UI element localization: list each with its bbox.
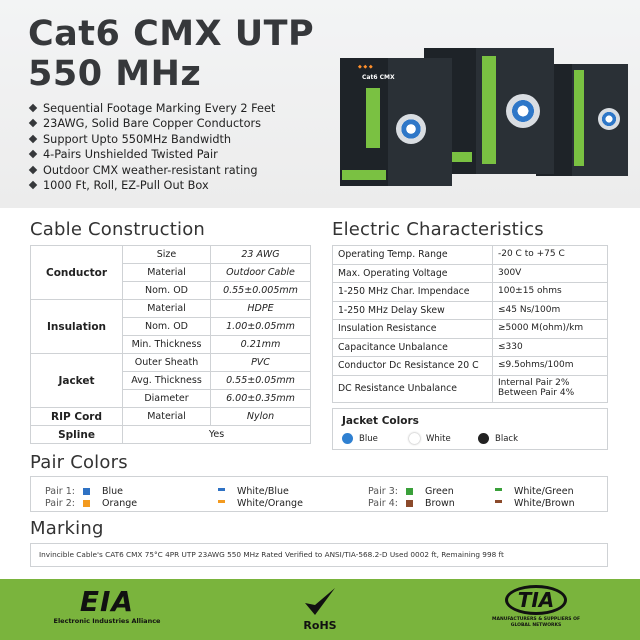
blue-square-icon [83, 488, 90, 495]
table-row [333, 338, 608, 357]
feature-item: 1000 Ft, Roll, EZ-Pull Out Box [28, 178, 275, 193]
value-cell: -20 C to +75 C [493, 246, 608, 265]
value-cell: ≤45 Ns/100m [493, 301, 608, 320]
table-row [333, 320, 608, 339]
feature-item: 4-Pairs Unshielded Twisted Pair [28, 147, 275, 162]
rohs-logo: RoHS [290, 585, 350, 632]
bullet-icon [29, 181, 37, 189]
title-line-1: Cat6 CMX UTP [28, 14, 315, 54]
box-label: Cat6 CMX [362, 74, 395, 81]
group-cell: Insulation [31, 300, 123, 354]
pair-row: Pair 3: Green White/Green [368, 485, 574, 497]
brand-logo: ◆ ◆ ◆ [358, 64, 373, 70]
jacket-color-swatch: White [409, 433, 451, 444]
white-brown-square-icon [495, 500, 502, 507]
feature-item: Support Upto 550MHz Bandwidth [28, 132, 275, 147]
pair-colors-title: Pair Colors [30, 452, 128, 473]
electric-characteristics-table [332, 245, 608, 403]
param-cell: Outer Sheath [123, 354, 211, 372]
table-row [333, 246, 608, 265]
param-cell: Diameter [123, 390, 211, 408]
white-circle-icon [409, 433, 420, 444]
white-green-square-icon [495, 488, 502, 495]
group-cell: Jacket [31, 354, 123, 408]
bullet-icon [29, 104, 37, 112]
value-cell: 100±15 ohms [493, 283, 608, 302]
bullet-icon [29, 150, 37, 158]
marking-text: Invincible Cable's CAT6 CMX 75°C 4PR UTP 23AWG 550 MHz Rated Verified to ANSI/TIA-568.2-D Used 0002 ft, Remaining 998 ft [30, 543, 608, 567]
value-cell: 0.55±0.05mm [211, 372, 311, 390]
feature-item: Outdoor CMX weather-resistant rating [28, 163, 275, 178]
product-title [28, 14, 314, 94]
table-row [333, 357, 608, 376]
table-row [31, 300, 311, 318]
blue-circle-icon [342, 433, 353, 444]
cable-construction-table [30, 245, 311, 444]
value-cell: Internal Pair 2% Between Pair 4% [493, 375, 608, 402]
param-cell: Material [123, 408, 211, 426]
green-square-icon [406, 488, 413, 495]
param-cell: Material [123, 300, 211, 318]
value-cell: 0.55±0.005mm [211, 282, 311, 300]
white-blue-square-icon [218, 488, 225, 495]
value-cell: HDPE [211, 300, 311, 318]
value-cell: ≥5000 M(ohm)/km [493, 320, 608, 339]
bullet-icon [29, 135, 37, 143]
group-cell: Spline [31, 426, 123, 444]
black-circle-icon [478, 433, 489, 444]
group-cell: Conductor [31, 246, 123, 300]
value-cell: ≤330 [493, 338, 608, 357]
cable-reel-icon [598, 108, 620, 130]
product-box-image [340, 44, 630, 194]
table-row [31, 426, 311, 444]
value-cell: 6.00±0.35mm [211, 390, 311, 408]
jacket-colors-box [332, 408, 608, 450]
table-row [333, 375, 608, 402]
eia-logo: EIA Electronic Industries Alliance [53, 585, 161, 625]
table-row [333, 301, 608, 320]
key-cell: Capacitance Unbalance [333, 338, 493, 357]
key-cell: 1-250 MHz Delay Skew [333, 301, 493, 320]
bullet-icon [29, 165, 37, 173]
param-cell: Nom. OD [123, 318, 211, 336]
checkmark-icon [302, 585, 338, 619]
cable-reel-icon [506, 94, 540, 128]
cable-construction-title: Cable Construction [30, 219, 206, 240]
feature-item: Sequential Footage Marking Every 2 Feet [28, 101, 275, 116]
key-cell: 1-250 MHz Char. Impendace [333, 283, 493, 302]
param-cell: Nom. OD [123, 282, 211, 300]
orange-square-icon [83, 500, 90, 507]
value-cell: Outdoor Cable [211, 264, 311, 282]
key-cell: Operating Temp. Range [333, 246, 493, 265]
param-cell: Size [123, 246, 211, 264]
pair-colors-box [30, 476, 608, 512]
pair-row: Pair 2: Orange White/Orange [45, 497, 303, 509]
pair-row: Pair 4: Brown White/Brown [368, 497, 575, 509]
group-cell: RIP Cord [31, 408, 123, 426]
key-cell: Insulation Resistance [333, 320, 493, 339]
title-line-2: 550 MHz [28, 54, 202, 94]
key-cell: Max. Operating Voltage [333, 264, 493, 283]
cable-box-front [340, 58, 452, 186]
value-cell: 23 AWG [211, 246, 311, 264]
tia-logo: TIA MANUFACTURERS & SUPPLIERS OF GLOBAL NETWORKS [486, 585, 586, 629]
jacket-color-swatch: Black [478, 433, 518, 444]
table-row [31, 246, 311, 264]
white-orange-square-icon [218, 500, 225, 507]
jacket-color-swatch: Blue [342, 433, 378, 444]
value-cell: Nylon [211, 408, 311, 426]
marking-title: Marking [30, 518, 104, 539]
electric-characteristics-title: Electric Characteristics [332, 219, 544, 240]
table-row [31, 408, 311, 426]
hero-banner [0, 0, 640, 208]
value-cell: ≤9.5ohms/100m [493, 357, 608, 376]
cable-reel-icon [396, 114, 426, 144]
table-row [333, 264, 608, 283]
certification-footer [0, 579, 640, 640]
param-cell: Min. Thickness [123, 336, 211, 354]
pair-row: Pair 1: Blue White/Blue [45, 485, 289, 497]
param-cell: Avg. Thickness [123, 372, 211, 390]
feature-item: 23AWG, Solid Bare Copper Conductors [28, 116, 275, 131]
key-cell: DC Resistance Unbalance [333, 375, 493, 402]
key-cell: Conductor Dc Resistance 20 C [333, 357, 493, 376]
value-cell: 300V [493, 264, 608, 283]
table-row [31, 354, 311, 372]
value-cell: 1.00±0.05mm [211, 318, 311, 336]
value-cell: Yes [123, 426, 311, 444]
jacket-colors-title: Jacket Colors [342, 415, 419, 427]
feature-list [28, 101, 275, 193]
value-cell: PVC [211, 354, 311, 372]
brown-square-icon [406, 500, 413, 507]
value-cell: 0.21mm [211, 336, 311, 354]
table-row [333, 283, 608, 302]
bullet-icon [29, 119, 37, 127]
param-cell: Material [123, 264, 211, 282]
